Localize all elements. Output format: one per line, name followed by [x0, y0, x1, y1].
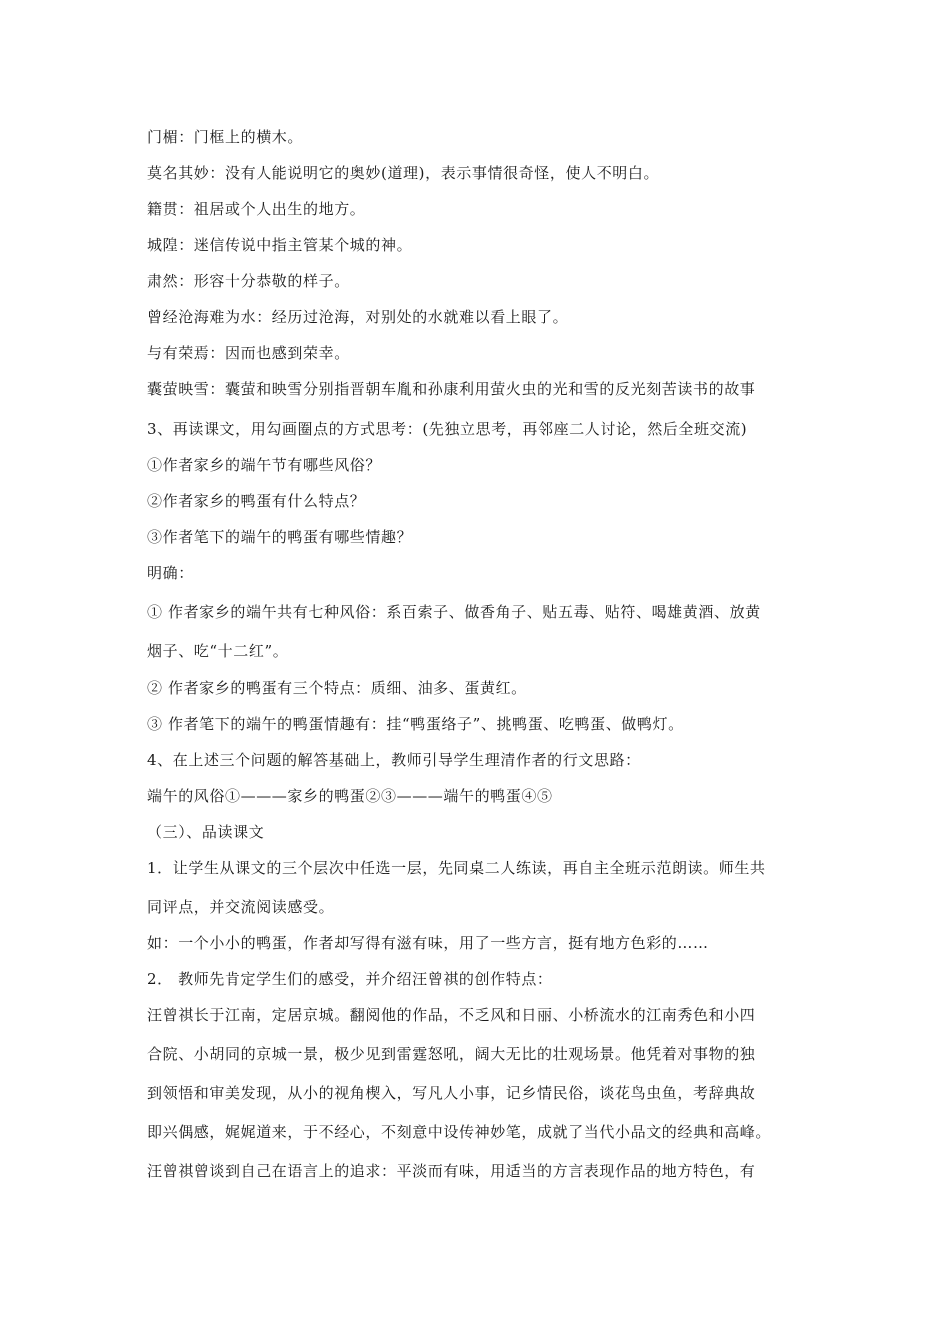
answer-3: ③ 作者笔下的端午的鸭蛋情趣有：挂“鸭蛋络子”、挑鸭蛋、吃鸭蛋、做鸭灯。 — [147, 715, 684, 733]
definition-jiguan: 籍贯：祖居或个人出生的地方。 — [147, 200, 366, 218]
step-2-heading: 2． 教师先肯定学生们的感受，并介绍汪曾祺的创作特点： — [147, 970, 553, 988]
structure-outline: 端午的风俗①———家乡的鸭蛋②③———端午的鸭蛋④⑤ — [147, 787, 553, 805]
answer-2: ② 作者家乡的鸭蛋有三个特点：质细、油多、蛋黄红。 — [147, 679, 527, 697]
answer-1-line-1: ① 作者家乡的端午共有七种风俗：系百索子、做香角子、贴五毒、贴符、喝雄黄酒、放黄 — [147, 603, 761, 621]
definition-chenghuang: 城隍：迷信传说中指主管某个城的神。 — [147, 236, 413, 254]
definition-suran: 肃然：形容十分恭敬的样子。 — [147, 272, 350, 290]
section-3-heading: （三）、品读课文 — [147, 823, 265, 841]
question-3: ③作者笔下的端午的鸭蛋有哪些情趣？ — [147, 528, 413, 546]
definition-cangjing: 曾经沧海难为水：经历过沧海，对别处的水就难以看上眼了。 — [147, 308, 569, 326]
task-4-heading: 4、在上述三个问题的解答基础上，教师引导学生理清作者的行文思路： — [147, 751, 641, 769]
definition-yuyourongyan: 与有荣焉：因而也感到荣幸。 — [147, 344, 350, 362]
step-1-line-1: 1．让学生从课文的三个层次中任选一层，先同桌二人练读，再自主全班示范朗读。师生共 — [147, 859, 766, 877]
paragraph-line-5: 汪曾祺曾谈到自己在语言上的追求：平淡而有味，用适当的方言表现作品的地方特色，有 — [147, 1162, 756, 1180]
example-line: 如：一个小小的鸭蛋，作者却写得有滋有味，用了一些方言，挺有地方色彩的…… — [147, 934, 709, 952]
definition-nangying: 囊萤映雪：囊萤和映雪分别指晋朝车胤和孙康利用萤火虫的光和雪的反光刻苦读书的故事 — [147, 380, 756, 398]
step-1-line-2: 同评点，并交流阅读感受。 — [147, 898, 335, 916]
paragraph-line-4: 即兴偶感，娓娓道来，于不经心，不刻意中设传神妙笔，成就了当代小品文的经典和高峰。 — [147, 1123, 772, 1141]
paragraph-line-3: 到领悟和审美发现，从小的视角楔入，写凡人小事，记乡情民俗，谈花鸟虫鱼，考辞典故 — [147, 1084, 756, 1102]
definition-menmei: 门楣：门框上的横木。 — [147, 128, 304, 146]
question-2: ②作者家乡的鸭蛋有什么特点？ — [147, 492, 366, 510]
paragraph-line-2: 合院、小胡同的京城一景，极少见到雷霆怒吼，阔大无比的壮观场景。他凭着对事物的独 — [147, 1045, 756, 1063]
paragraph-line-1: 汪曾祺长于江南，定居京城。翻阅他的作品，不乏风和日丽、小桥流水的江南秀色和小四 — [147, 1006, 756, 1024]
answer-label: 明确： — [147, 564, 194, 582]
question-1: ①作者家乡的端午节有哪些风俗？ — [147, 456, 382, 474]
task-3-heading: 3、再读课文，用勾画圈点的方式思考：(先独立思考，再邻座二人讨论，然后全班交流) — [147, 420, 748, 438]
answer-1-line-2: 烟子、吃“十二红”。 — [147, 642, 289, 660]
definition-mominqimiao: 莫名其妙：没有人能说明它的奥妙(道理)，表示事情很奇怪，使人不明白。 — [147, 164, 660, 182]
